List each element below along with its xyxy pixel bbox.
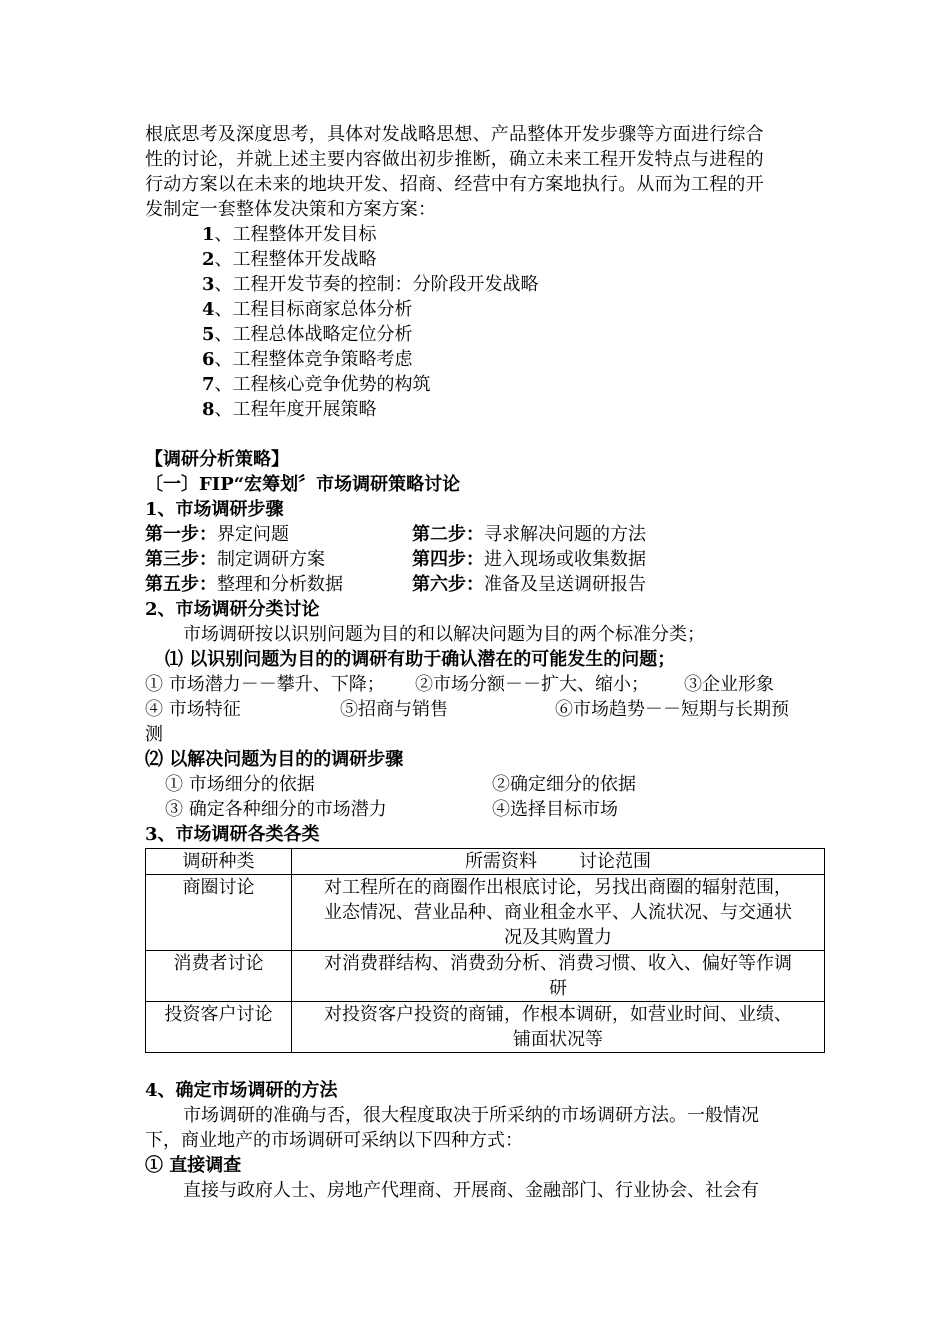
table-cell-kind: 投资客户讨论 bbox=[146, 1002, 292, 1053]
table-header-row bbox=[146, 849, 825, 875]
step-text: 整理和分析数据 bbox=[217, 574, 343, 595]
step-label: 第二步： bbox=[412, 524, 484, 545]
step-label: 第三步： bbox=[145, 549, 217, 570]
list-item: 6、工程整体竞争策略考虑 bbox=[202, 349, 413, 370]
table-row bbox=[146, 951, 825, 1002]
identify-item: ④ 市场特征 bbox=[145, 699, 241, 720]
solve-item: ④选择目标市场 bbox=[492, 799, 618, 820]
step-text: 制定调研方案 bbox=[217, 549, 325, 570]
solve-items-row bbox=[145, 772, 825, 797]
intro-line: 行动方案以在未来的地块开发、招商、经营中有方案地执行。从而为工程的开 bbox=[145, 174, 764, 195]
step-text: 界定问题 bbox=[217, 524, 289, 545]
intro-line: 根底思考及深度思考，具体对发战略思想、产品整体开发步骤等方面进行综合 bbox=[145, 124, 764, 145]
identify-item: ① 市场潜力－－攀升、下降； bbox=[145, 674, 385, 695]
list-item: 1、工程整体开发目标 bbox=[202, 224, 377, 245]
identify-problem-heading: ⑴ 以识别问题为目的的调研有助于确认潜在的可能发生的问题； bbox=[165, 649, 676, 670]
step-text: 寻求解决问题的方法 bbox=[484, 524, 646, 545]
identify-items-row bbox=[145, 672, 825, 697]
heading-types: 3、市场调研各类各类 bbox=[145, 824, 320, 845]
step-label: 第五步： bbox=[145, 574, 217, 595]
identify-item: ②市场分额－－扩大、缩小； bbox=[415, 674, 649, 695]
table-cell-scope: 对消费群结构、消费劲分析、消费习惯、收入、偏好等作调 研 bbox=[292, 951, 825, 1002]
identify-items-row bbox=[145, 697, 825, 722]
identify-item: ⑤招商与销售 bbox=[340, 699, 448, 720]
header-cell-kind: 调研种类 bbox=[146, 849, 292, 875]
step-text: 进入现场或收集数据 bbox=[484, 549, 646, 570]
step-text: 准备及呈送调研报告 bbox=[484, 574, 646, 595]
table-row bbox=[146, 875, 825, 951]
classification-intro: 市场调研按以识别问题为目的和以解决问题为目的两个标准分类； bbox=[183, 624, 705, 645]
direct-survey-heading: ① 直接调查 bbox=[145, 1155, 242, 1176]
intro-paragraph bbox=[145, 122, 825, 222]
solve-item: ③ 确定各种细分的市场潜力 bbox=[165, 799, 387, 820]
heading-steps: 1、市场调研步骤 bbox=[145, 499, 284, 520]
header-cell-scope: 所需资料 讨论范围 bbox=[292, 849, 825, 875]
section-title: 【调研分析策略】 bbox=[145, 449, 289, 470]
subsection-title: 〔一〕FIP“宏筹划〞市场调研策略讨论 bbox=[145, 474, 461, 495]
heading-classification: 2、市场调研分类讨论 bbox=[145, 599, 320, 620]
intro-line: 发制定一套整体发决策和方案方案： bbox=[145, 199, 437, 220]
identify-item: ③企业形象 bbox=[684, 674, 774, 695]
methods-line: 市场调研的准确与否，很大程度取决于所采纳的市场调研方法。一般情况 bbox=[183, 1105, 759, 1126]
list-item: 5、工程总体战略定位分析 bbox=[202, 324, 413, 345]
list-item: 8、工程年度开展策略 bbox=[202, 399, 377, 420]
list-item: 3、工程开发节奏的控制：分阶段开发战略 bbox=[202, 274, 539, 295]
steps-row bbox=[145, 547, 825, 572]
table-cell-scope: 对投资客户投资的商铺，作根本调研，如营业时间、业绩、 铺面状况等 bbox=[292, 1002, 825, 1053]
document-page bbox=[145, 122, 825, 1203]
table-cell-scope: 对工程所在的商圈作出根底讨论，另找出商圈的辐射范围， 业态情况、营业品种、商业租金水平、人流状况、与交通状 况及其购置力 bbox=[292, 875, 825, 951]
methods-line: 下，商业地产的市场调研可采纳以下四种方式： bbox=[145, 1130, 523, 1151]
table-cell-kind: 消费者讨论 bbox=[146, 951, 292, 1002]
steps-row bbox=[145, 572, 825, 597]
solve-item: ②确定细分的依据 bbox=[492, 774, 636, 795]
steps-row bbox=[145, 522, 825, 547]
solve-item: ① 市场细分的依据 bbox=[165, 774, 315, 795]
list-item: 7、工程核心竞争优势的构筑 bbox=[202, 374, 431, 395]
list-item: 4、工程目标商家总体分析 bbox=[202, 299, 413, 320]
table-row bbox=[146, 1002, 825, 1053]
spacer bbox=[145, 422, 825, 447]
step-label: 第六步： bbox=[412, 574, 484, 595]
table-cell-kind: 商圈讨论 bbox=[146, 875, 292, 951]
identify-item: ⑥市场趋势－－短期与长期预 bbox=[555, 699, 789, 720]
step-label: 第四步： bbox=[412, 549, 484, 570]
research-types-table bbox=[145, 848, 825, 1053]
heading-methods: 4、确定市场调研的方法 bbox=[145, 1080, 338, 1101]
spacer bbox=[145, 1053, 825, 1078]
list-item: 2、工程整体开发战略 bbox=[202, 249, 377, 270]
solve-problem-heading: ⑵ 以解决问题为目的的调研步骤 bbox=[145, 749, 404, 770]
direct-survey-text: 直接与政府人士、房地产代理商、开展商、金融部门、行业协会、社会有 bbox=[183, 1180, 759, 1201]
plan-list bbox=[145, 222, 825, 422]
solve-items-row bbox=[145, 797, 825, 822]
step-label: 第一步： bbox=[145, 524, 217, 545]
identify-items-wrap: 测 bbox=[145, 724, 163, 745]
intro-line: 性的讨论，并就上述主要内容做出初步推断，确立未来工程开发特点与进程的 bbox=[145, 149, 764, 170]
